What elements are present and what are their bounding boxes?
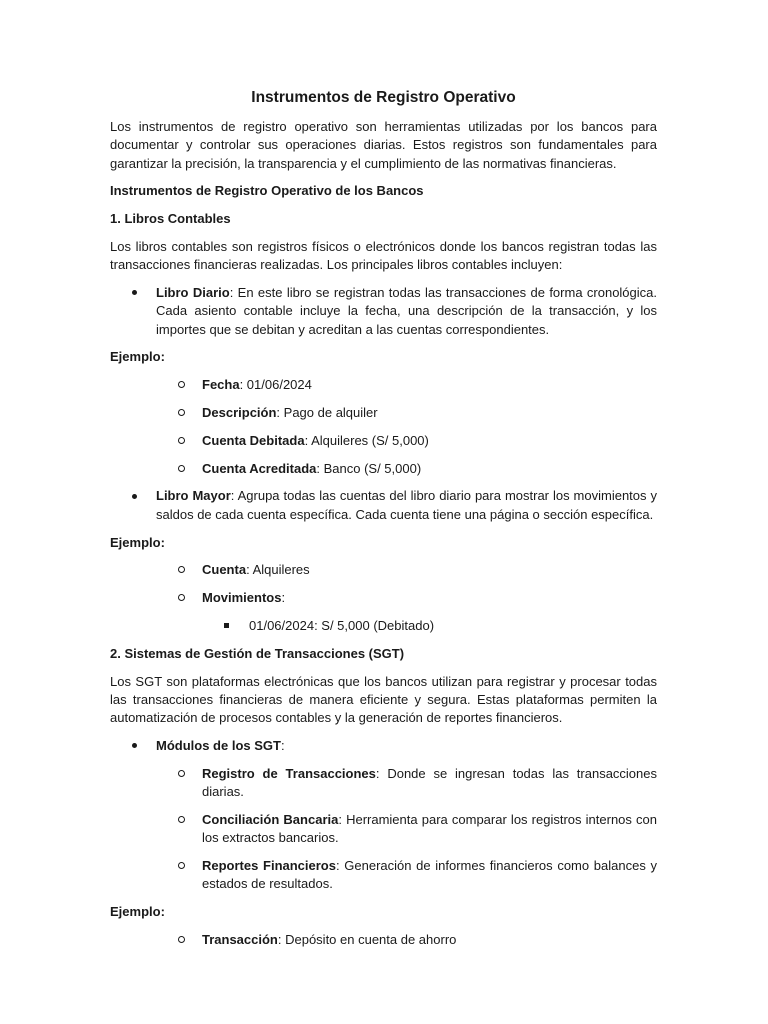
bullet-icon xyxy=(132,284,137,302)
list-item xyxy=(110,589,657,607)
list-item xyxy=(110,561,657,579)
section-1-heading: 1. Libros Contables xyxy=(110,211,231,227)
circle-bullet-icon xyxy=(178,811,185,829)
item-label: Reportes Financieros xyxy=(202,857,336,873)
bullet-icon xyxy=(132,487,137,505)
example-label: Ejemplo: xyxy=(110,904,165,919)
circle-bullet-icon xyxy=(178,561,185,579)
document-title: Instrumentos de Registro Operativo xyxy=(251,89,516,106)
example-label: Ejemplo: xyxy=(110,534,165,550)
circle-bullet-icon xyxy=(178,765,185,783)
item-label: Descripción xyxy=(202,405,277,421)
circle-bullet-icon xyxy=(178,857,185,875)
intro-paragraph: Los instrumentos de registro operativo son herramientas utilizadas por los bancos para documentar y controlar sus operaciones diarias. Estos registros son fundamentales para garantizar la precisión, la transparencia y el cumplimiento de las normativas financieras. xyxy=(110,119,657,171)
item-text: : xyxy=(281,590,286,606)
item-text: : Pago de alquiler xyxy=(276,405,378,421)
circle-bullet-icon xyxy=(178,432,185,450)
list-item xyxy=(110,857,657,894)
item-label: Conciliación Bancaria xyxy=(202,811,339,827)
list-item xyxy=(110,931,657,949)
item-label: Cuenta Acreditada xyxy=(202,460,317,476)
item-label: Registro de Transacciones xyxy=(202,765,376,781)
item-label: Módulos de los SGT xyxy=(156,737,281,753)
list-item xyxy=(110,404,657,422)
circle-bullet-icon xyxy=(178,460,185,478)
list-item-modulos xyxy=(110,737,657,755)
item-label: Libro Mayor xyxy=(156,488,231,504)
item-text: 01/06/2024: S/ 5,000 (Debitado) xyxy=(249,617,435,633)
example-2-list xyxy=(110,561,657,635)
example-3-list xyxy=(110,931,657,949)
item-text: : Generación de informes financieros como balances y estados de resultados. xyxy=(202,857,657,892)
bullet-icon xyxy=(132,737,137,755)
item-text: : Agrupa todas las cuentas del libro diario para mostrar los movimientos y saldos de cada cuenta específica. Cada cuenta tiene una página o sección específica. xyxy=(156,488,657,522)
example-1-list xyxy=(110,376,657,478)
item-label: Fecha xyxy=(202,377,240,393)
list-item-movimiento xyxy=(110,617,657,635)
example-label: Ejemplo: xyxy=(110,349,165,365)
section-2-intro: Los SGT son plataformas electrónicas que los bancos utilizan para registrar y procesar todas las transacciones financieras de manera eficiente y segura. Estas plataformas permiten la automatización de procesos contables y la generación de reportes financieros. xyxy=(110,673,657,726)
circle-bullet-icon xyxy=(178,404,185,422)
item-text: : En este libro se registran todas las transacciones de forma cronológica. Cada asiento contable incluye la fecha, una descripción de la transacción, y los importes que se debitan y acreditan a las cuentas correspondientes. xyxy=(156,285,657,337)
item-text: : Alquileres (S/ 5,000) xyxy=(304,432,429,448)
item-label: Transacción xyxy=(202,931,278,947)
list-item xyxy=(110,811,657,848)
item-label: Cuenta xyxy=(202,562,247,578)
item-text: : 01/06/2024 xyxy=(239,377,312,393)
square-bullet-icon xyxy=(224,617,229,635)
list-item xyxy=(110,765,657,802)
section-1-intro: Los libros contables son registros físicos o electrónicos donde los bancos registran todas las transacciones financieras realizadas. Los principales libros contables incluyen: xyxy=(110,238,657,273)
circle-bullet-icon xyxy=(178,931,185,949)
list-item-libro-mayor xyxy=(110,487,657,524)
list-item xyxy=(110,376,657,394)
list-item xyxy=(110,460,657,478)
item-text: : Banco (S/ 5,000) xyxy=(316,460,422,476)
item-label: Libro Diario xyxy=(156,285,230,301)
section-2-heading: 2. Sistemas de Gestión de Transacciones (SGT) xyxy=(110,645,405,661)
item-label: Movimientos xyxy=(202,590,282,606)
item-text: : Alquileres xyxy=(246,562,310,578)
list-item xyxy=(110,432,657,450)
circle-bullet-icon xyxy=(178,589,185,607)
circle-bullet-icon xyxy=(178,376,185,394)
section-1-books-list xyxy=(110,284,657,339)
item-text: : Herramienta para comparar los registros internos con los extractos bancarios. xyxy=(202,811,657,846)
item-text: : xyxy=(280,737,285,753)
section-1-books-list-2 xyxy=(110,487,657,524)
section-heading: Instrumentos de Registro Operativo de los Bancos xyxy=(110,183,424,199)
item-text: : Donde se ingresan todas las transacciones diarias. xyxy=(202,765,657,800)
item-text: : Depósito en cuenta de ahorro xyxy=(277,931,457,947)
item-label: Cuenta Debitada xyxy=(202,432,305,448)
list-item-libro-diario xyxy=(110,284,657,339)
document-page xyxy=(110,88,657,959)
section-2-modules-list xyxy=(110,737,657,894)
